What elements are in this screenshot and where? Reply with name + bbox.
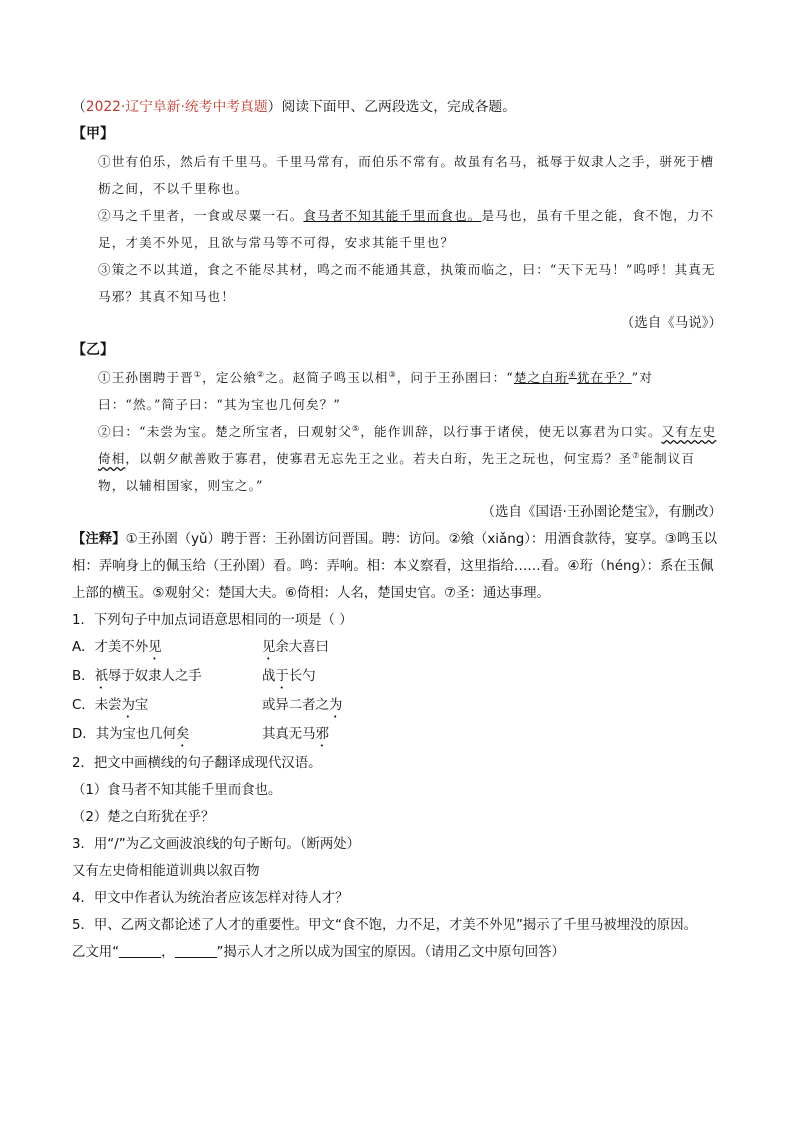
option-sentence-b: [262, 634, 329, 663]
option-sentence-a: [72, 663, 262, 692]
source-line: [72, 94, 722, 121]
question-1-stem: 1．下列句子中加点词语意思相同的一项是（ ）: [72, 613, 353, 628]
question-5-line-1: 5．甲、乙两文都论述了人才的重要性。甲文“食不饱，力不足，才美不外见”揭示了千里马被埋没的原因。: [72, 918, 697, 933]
jia-citation: （选自《马说》）: [620, 315, 722, 331]
option-text: A．才美不外: [72, 640, 149, 655]
yi-p2-text-a: ②曰：“未尝为宝。楚之所宝者，曰观射父: [98, 424, 353, 439]
option-text: 或异二者之: [262, 698, 329, 713]
yi-p1-text-d: ，问于王孙圉曰：“: [396, 370, 514, 385]
question-4-stem: 4．甲文中作者认为统治者应该怎样对待人才？: [72, 891, 349, 906]
notes-text: ①王孙圉（yǔ）聘于晋：王孙圉访问晋国。聘：访问。②飨（xiǎng）：用酒食款待，宴享。③鸣玉以相：弄响身上的佩玉给（王孙圉）看。鸣：弄响。相：本义察看，这里指给……看。④珩（héng）：系在玉佩上部的横玉。⑤观射父：楚国大夫。⑥倚相：人名，楚国史官。⑦圣：通达事理。: [72, 532, 717, 601]
emphasized-word: 邪: [315, 727, 329, 742]
yi-p2-text-d: 能制议百物，以辅相国家，则宝之。”: [98, 451, 696, 493]
question-2-sentence-1: （1）食马者不知其能千里而食也。: [72, 783, 282, 798]
document-page: [72, 94, 722, 966]
option-sentence-a: [72, 634, 262, 663]
emphasized-word: 见: [148, 640, 162, 655]
source-close: ）: [267, 99, 282, 115]
q5-suffix: ”揭示人才之所以成为国宝的原因。（请用乙文中原句回答）: [216, 945, 565, 960]
note-ref-1: ①: [193, 369, 203, 379]
q5-prefix: 乙文用“: [72, 945, 120, 960]
option-text: 余大喜曰: [275, 640, 329, 655]
question-3-text: 又有左史倚相能道训典以叙百物: [72, 864, 260, 879]
emphasized-word: 祇: [94, 669, 108, 684]
question-1-options: [72, 634, 722, 750]
question-5-line-2: [72, 939, 722, 966]
yi-p2-text-b: ，能作训辞，以行事于诸侯，使无以寡君为口实。: [360, 424, 662, 439]
source-instruction: 阅读下面甲、乙两段选文，完成各题。: [281, 99, 516, 115]
yi-p1-text-e: ”对曰：“然。”简子曰：“其为宝也几何矣？”: [98, 370, 653, 412]
source-tag: 2022·辽宁阜新·统考中考真题: [85, 99, 268, 115]
jia-p2-end: 是马也，虽有千里之能，食不饱，力不足，才美不外见，且欲与常马等不可得，安求其能千里也？: [98, 208, 715, 250]
source-open: （: [72, 99, 86, 115]
yi-p1-text-b: ，定公飨: [202, 370, 257, 385]
option-text: C．未尝: [72, 698, 122, 713]
option-text: 宝: [134, 698, 149, 713]
option-text: D．其为宝也几何: [72, 727, 177, 742]
option-sentence-a: [72, 721, 262, 750]
note-ref-3: ③: [388, 369, 397, 379]
yi-p1-text-c: 之。赵简子鸣玉以相: [265, 370, 389, 385]
option-sentence-b: [262, 692, 342, 721]
emphasized-word: 矣: [176, 727, 190, 742]
notes-block: [72, 526, 722, 607]
question-1-option: [72, 721, 722, 750]
notes-label: 【注释】: [72, 532, 126, 547]
emphasized-word: 见: [262, 640, 276, 655]
yi-paragraph-1: [72, 364, 722, 418]
emphasized-word: 为: [121, 698, 135, 713]
option-sentence-b: [262, 721, 329, 750]
note-ref-7: ⑦: [632, 450, 641, 460]
jia-paragraph-3: ③策之不以其道，食之不能尽其材，鸣之而不能通其意，执策而临之，曰：“天下无马！”呜呼！其真无马邪？其真不知马也！: [98, 262, 716, 304]
question-1-option: [72, 663, 722, 692]
option-text: 其真无马: [262, 727, 316, 742]
jia-paragraph-1: ①世有伯乐，然后有千里马。千里马常有，而伯乐不常有。故虽有名马，祗辱于奴隶人之手，骈死于槽枥之间，不以千里称也。: [98, 154, 715, 196]
question-1-option: [72, 692, 722, 721]
option-text: 战: [262, 669, 276, 684]
jia-label: 【甲】: [72, 126, 114, 142]
question-1-option: [72, 634, 722, 663]
option-text: B．: [72, 669, 95, 684]
emphasized-word: 为: [328, 698, 343, 713]
note-ref-4: ④: [568, 369, 577, 379]
note-ref-2: ②: [256, 369, 266, 379]
option-sentence-b: [262, 663, 316, 692]
yi-p2-wavy: 又有左史倚相: [98, 424, 717, 466]
note-ref-5: ⑤: [352, 423, 361, 433]
q5-separator: ，: [161, 945, 175, 960]
jia-p2-underlined: 食马者不知其能千里而食也。: [303, 208, 482, 223]
yi-p1-underlined-b: 犹在乎？: [576, 370, 632, 385]
jia-paragraph-2: [72, 202, 722, 256]
question-2-stem: 2．把文中画横线的句子翻译成现代汉语。: [72, 756, 322, 771]
yi-p1-text-a: ①王孙圉聘于晋: [98, 370, 194, 385]
answer-blank-2[interactable]: [175, 943, 217, 958]
option-text: 辱于奴隶人之手: [107, 669, 202, 684]
yi-p1-underlined-a: 楚之白珩: [513, 370, 569, 385]
emphasized-word: 于: [275, 669, 289, 684]
yi-label: 【乙】: [72, 342, 114, 358]
jia-p2-start: ②马之千里者，一食或尽粟一石。: [98, 208, 304, 223]
option-text: 长勺: [288, 669, 316, 684]
yi-p2-text-c: ，以朝夕献善败于寡君，使寡君无忘先王之业。若夫白珩，先王之玩也，何宝焉？圣: [125, 451, 633, 466]
yi-citation: （选自《国语·王孙圉论楚宝》，有删改）: [481, 504, 722, 520]
option-sentence-a: [72, 692, 262, 721]
question-3-stem: 3．用“/”为乙文画波浪线的句子断句。（断两处）: [72, 837, 361, 852]
question-2-sentence-2: （2）楚之白珩犹在乎？: [72, 810, 215, 825]
answer-blank-1[interactable]: [119, 943, 161, 958]
yi-paragraph-2: [72, 418, 722, 499]
